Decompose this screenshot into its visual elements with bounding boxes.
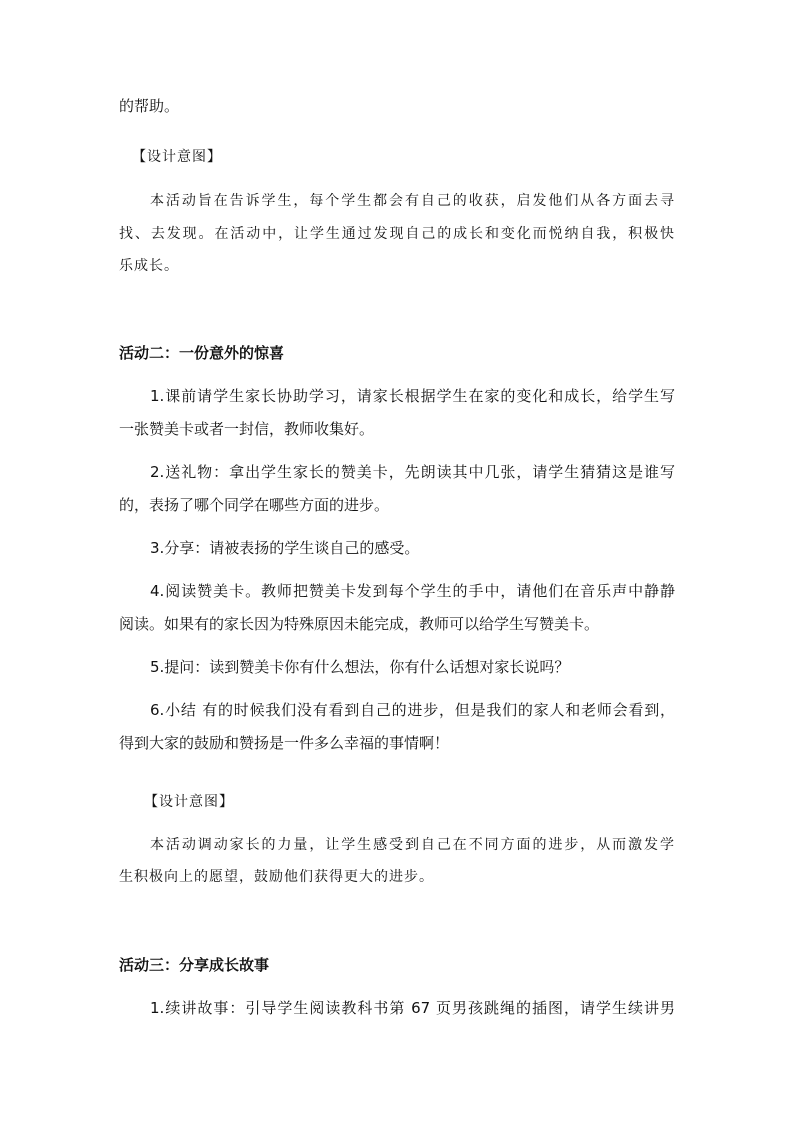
activity-two-step: 5.提问：读到赞美卡你有什么想法，你有什么话想对家长说吗？ bbox=[150, 658, 570, 676]
design-intent-label: 【设计意图】 bbox=[132, 149, 222, 165]
design-intent-text-line: 找、去发现。在活动中，让学生通过发现自己的成长和变化而悦纳自我，积极快 bbox=[119, 226, 675, 242]
design-intent-text-line: 乐成长。 bbox=[119, 258, 179, 274]
activity-three-step: 1.续讲故事：引导学生阅读教科书第 67 页男孩跳绳的插图，请学生续讲男 bbox=[150, 999, 675, 1017]
design-intent-text-line: 本活动旨在告诉学生，每个学生都会有自己的收获，启发他们从各方面去寻 bbox=[150, 193, 675, 209]
activity-two-step-cont: 的，表扬了哪个同学在哪些方面的进步。 bbox=[119, 496, 390, 514]
design-intent-text-line: 本活动调动家长的力量，让学生感受到自己在不同方面的进步，从而激发学 bbox=[150, 837, 675, 853]
activity-two-step: 6.小结 有的时候我们没有看到自己的进步，但是我们的家人和老师会看到， bbox=[150, 701, 675, 719]
activity-two-step-cont: 一张赞美卡或者一封信，教师收集好。 bbox=[119, 420, 375, 438]
activity-two-step-cont: 得到大家的鼓励和赞扬是一件多么幸福的事情啊！ bbox=[119, 734, 450, 752]
activity-two-step-cont: 阅读。如果有的家长因为特殊原因未能完成，教师可以给学生写赞美卡。 bbox=[119, 615, 600, 633]
activity-two-heading: 活动二：一份意外的惊喜 bbox=[119, 344, 285, 362]
design-intent-label: 【设计意图】 bbox=[144, 794, 234, 810]
activity-two-step: 1.课前请学生家长协助学习，请家长根据学生在家的变化和成长，给学生写 bbox=[150, 387, 675, 405]
activity-two-step: 2.送礼物：拿出学生家长的赞美卡，先朗读其中几张，请学生猜猜这是谁写 bbox=[150, 463, 675, 481]
paragraph-tail: 的帮助。 bbox=[119, 97, 180, 115]
design-intent-text-line: 生积极向上的愿望，鼓励他们获得更大的进步。 bbox=[119, 869, 434, 885]
activity-three-heading: 活动三：分享成长故事 bbox=[119, 956, 270, 974]
activity-two-step: 4.阅读赞美卡。教师把赞美卡发到每个学生的手中，请他们在音乐声中静静 bbox=[150, 582, 675, 600]
activity-two-step: 3.分享：请被表扬的学生谈自己的感受。 bbox=[150, 539, 420, 557]
